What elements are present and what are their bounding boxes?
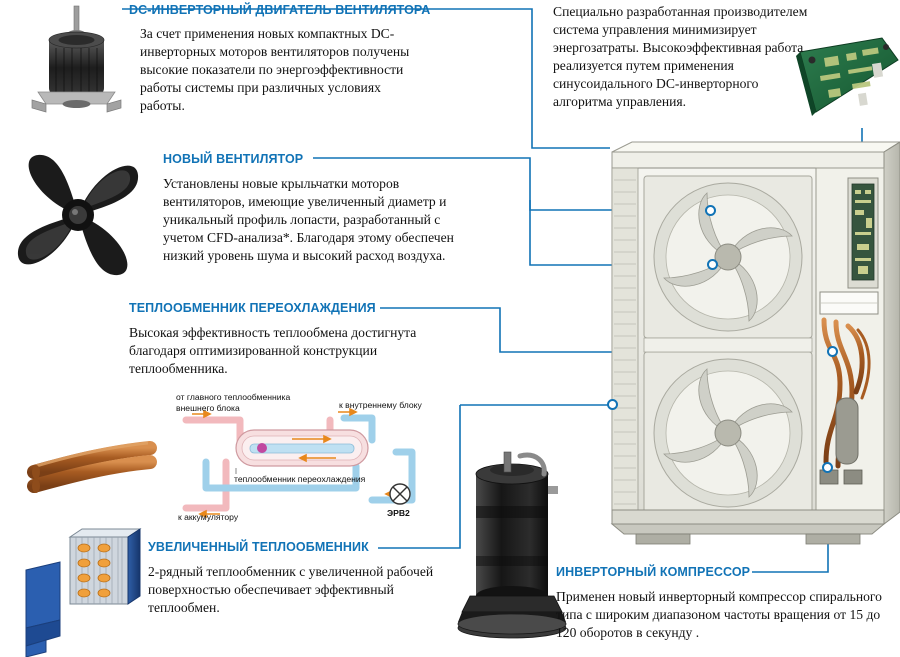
callout-title-subcooling-heat-exchanger: ТЕПЛООБМЕННИК ПЕРЕОХЛАЖДЕНИЯ <box>129 301 376 315</box>
callout-title-dc-inverter-fan-motor: DC-ИНВЕРТОРНЫЙ ДВИГАТЕЛЬ ВЕНТИЛЯТОРА <box>129 3 431 17</box>
compressor-illustration <box>458 452 566 638</box>
node-dot-fan-hub <box>707 259 718 270</box>
callout-body-dc-inverter-fan-motor: За счет применения новых компактных DC-инверторных моторов вентиляторов получены высокие показатели по энергоэффективности работы системы при различных условиях работы. <box>140 26 410 114</box>
callout-inverter-compressor <box>556 565 886 642</box>
copper-tubes-illustration <box>32 443 150 493</box>
schematic-label-subcooling-exchanger: теплообменник переохлаждения <box>234 474 366 484</box>
callout-title-new-fan: НОВЫЙ ВЕНТИЛЯТОР <box>163 152 304 166</box>
schematic-label-main-hx-line1: от главного теплообменника <box>176 392 291 402</box>
schematic-label-accumulator: к аккумулятору <box>178 512 239 522</box>
callout-title-inverter-compressor: ИНВЕРТОРНЫЙ КОМПРЕССОР <box>556 565 751 579</box>
callout-body-enlarged-heat-exchanger: 2-рядный теплообменник с увеличенной рабочей поверхностью обеспечивает эффективный теплообмен. <box>148 564 434 616</box>
fan-blade-illustration <box>18 155 138 275</box>
node-dot-subcooling <box>827 346 838 357</box>
control-board-text: Специально разработанная производителем система управления минимизирует энергозатраты. Высокоэффективная работа реализуется путем применения синусоидального DC-инверторного алгоритма управления. <box>553 4 808 110</box>
node-dot-compressor <box>822 462 833 473</box>
callout-control-board <box>553 3 821 111</box>
heat-exchanger-illustration <box>26 529 140 657</box>
callout-enlarged-heat-exchanger <box>148 540 448 617</box>
callout-dc-inverter-fan-motor <box>129 3 429 115</box>
callout-title-enlarged-heat-exchanger: УВЕЛИЧЕННЫЙ ТЕПЛООБМЕННИК <box>148 540 369 554</box>
fan-motor-illustration <box>32 6 121 112</box>
callout-body-subcooling-heat-exchanger: Высокая эффективность теплообмена достигнута благодаря оптимизированной конструкции теплообменника. <box>129 325 417 377</box>
schematic-label-erv2: ЭРВ2 <box>387 508 410 518</box>
schematic-label-main-hx-line2: внешнего блока <box>176 402 240 413</box>
outdoor-unit-illustration <box>612 142 900 544</box>
callout-body-new-fan: Установлены новые крыльчатки моторов вентиляторов, имеющие увеличенный диаметр и уникальный профиль лопасти, разработанный с учетом CFD-анализа*. Благодаря этому обеспечен низкий уровень шума и высокий расход воздуха. <box>163 176 454 264</box>
node-dot-fan-top <box>705 205 716 216</box>
callout-body-inverter-compressor: Применен новый инверторный компрессор спирального типа с широким диапазоном частоты вращения от 15 до 120 оборотов в секунду . <box>556 589 882 641</box>
schematic-label-main-heat-exchanger <box>176 392 304 413</box>
node-dot-heat-exchanger <box>607 399 618 410</box>
callout-subcooling-heat-exchanger <box>129 301 449 378</box>
callout-new-fan <box>163 152 463 265</box>
schematic-label-indoor-unit: к внутреннему блоку <box>339 400 422 410</box>
